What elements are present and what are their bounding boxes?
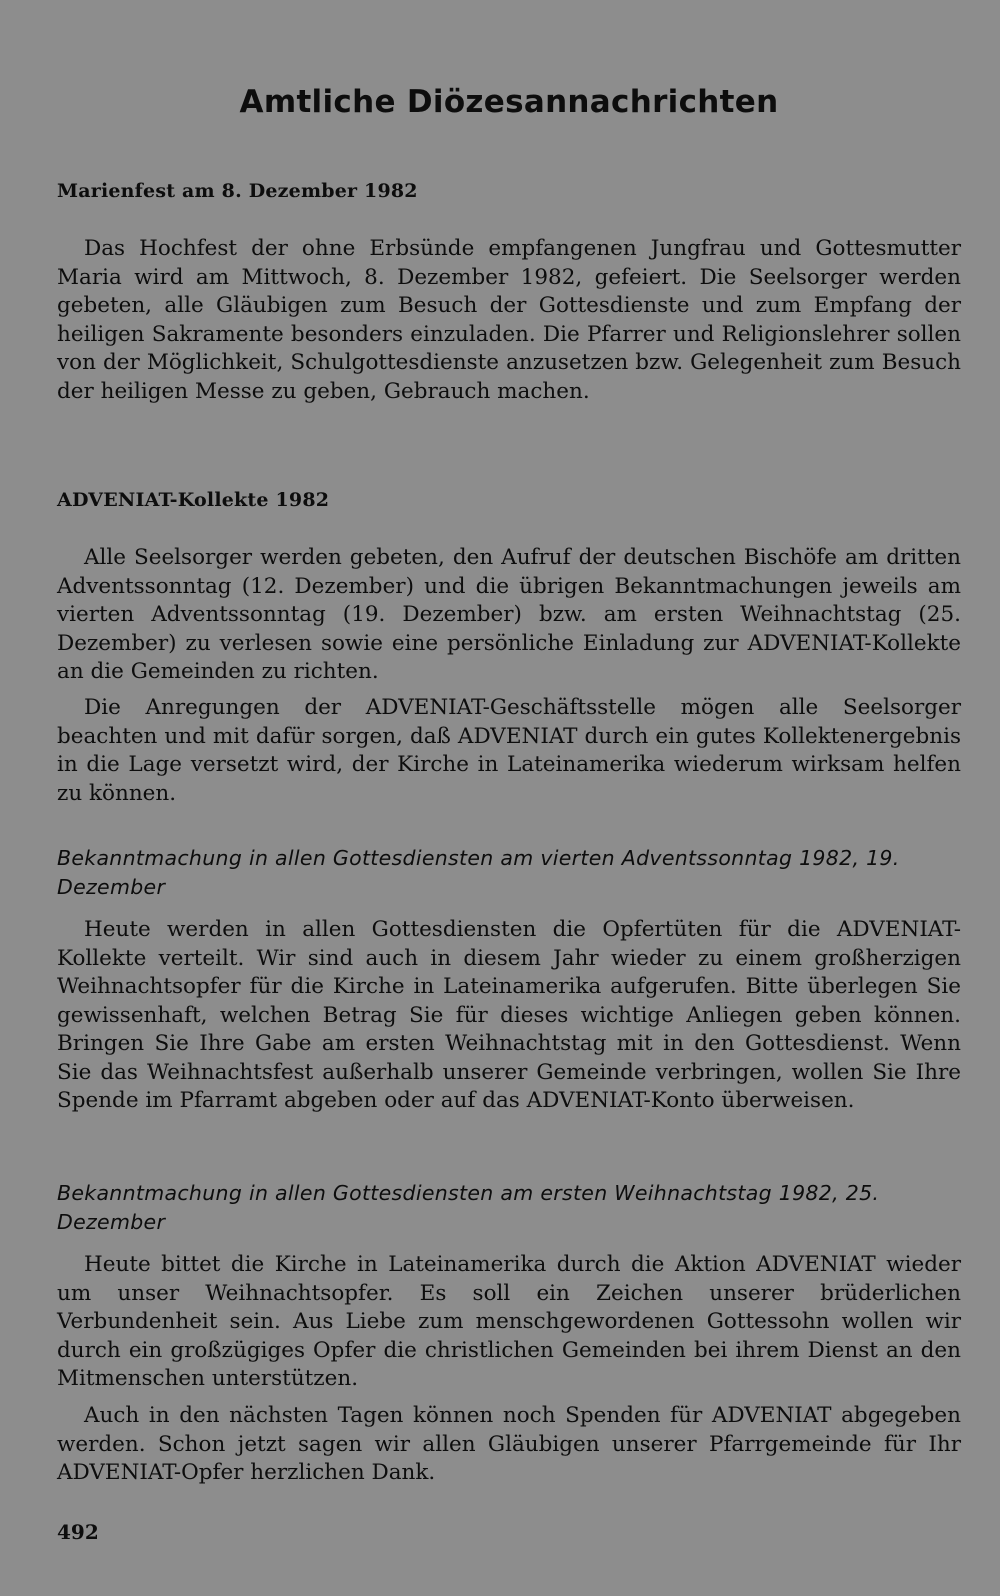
page-number: 492 [57, 1520, 99, 1544]
paragraph-marienfest: Das Hochfest der ohne Erbsünde empfangenen Jungfrau und Gottesmutter Maria wird am Mittwoch, 8. Dezember 1982, gefeiert. Die Seelsorger werden gebeten, alle Gläubigen zum Besuch der Gottesdienste und zum Empfang der heiligen Sakramente besonders einzuladen. Die Pfarrer und Religionslehrer sollen von der Möglichkeit, Schulgottesdienste anzusetzen bzw. Gelegenheit zum Besuch der heiligen Messe zu geben, Gebrauch machen. [57, 236, 961, 404]
paragraph-dank: Auch in den nächsten Tagen können noch Spenden für ADVENIAT abgegeben werden. Schon jetzt sagen wir allen Gläubigen unserer Pfarrgemeinde für Ihr ADVENIAT-Opfer herzlichen Dank. [57, 1403, 961, 1485]
section-heading-adveniat-kollekte: ADVENIAT-Kollekte 1982 [57, 489, 330, 511]
page-title: Amtliche Diözesannachrichten [239, 84, 779, 120]
paragraph-weihnachtstag: Heute bittet die Kirche in Lateinamerika durch die Aktion ADVENIAT wieder um unser Weihnachtsopfer. Es soll ein Zeichen unserer brüderlichen Verbundenheit sein. Aus Liebe zum menschgewordenen Gottessohn wollen wir durch ein großzügiges Opfer die christlichen Gemeinden bei ihrem Dienst an den Mitmenschen unterstützen. [57, 1252, 961, 1391]
document-page [57, 0, 961, 1596]
paragraph-vierter-advent: Heute werden in allen Gottesdiensten die Opfertüten für die ADVENIAT-Kollekte verteilt. Wir sind auch in diesem Jahr wieder zu einem großherzigen Weihnachtsopfer für die Kirche in Lateinamerika aufgerufen. Bitte überlegen Sie gewissenhaft, welchen Betrag Sie für dieses wichtige Anliegen geben können. Bringen Sie Ihre Gabe am ersten Weihnachtstag mit in den Gottesdienst. Wenn Sie das Weihnachtsfest außerhalb unserer Gemeinde verbringen, wollen Sie Ihre Spende im Pfarramt abgeben oder auf das ADVENIAT-Konto überweisen. [57, 917, 961, 1113]
notice-heading-vierter-advent: Bekanntmachung in allen Gottesdiensten am vierten Adventssonntag 1982, 19. Dezember [57, 846, 900, 899]
notice-heading-weihnachtstag: Bekanntmachung in allen Gottesdiensten am ersten Weihnachtstag 1982, 25. Dezember [57, 1181, 880, 1234]
paragraph-adveniat-anregungen: Die Anregungen der ADVENIAT-Geschäftsstelle mögen alle Seelsorger beachten und mit dafür sorgen, daß ADVENIAT durch ein gutes Kollektenergebnis in die Lage versetzt wird, der Kirche in Lateinamerika wiederum wirksam helfen zu können. [57, 695, 961, 806]
section-heading-marienfest: Marienfest am 8. Dezember 1982 [57, 180, 418, 202]
paragraph-adveniat-aufruf: Alle Seelsorger werden gebeten, den Aufruf der deutschen Bischöfe am dritten Adventssonntag (12. Dezember) und die übrigen Bekanntmachungen jeweils am vierten Adventssonntag (19. Dezember) bzw. am ersten Weihnachtstag (25. Dezember) zu verlesen sowie eine persönliche Einladung zur ADVENIAT-Kollekte an die Gemeinden zu richten. [57, 545, 961, 684]
